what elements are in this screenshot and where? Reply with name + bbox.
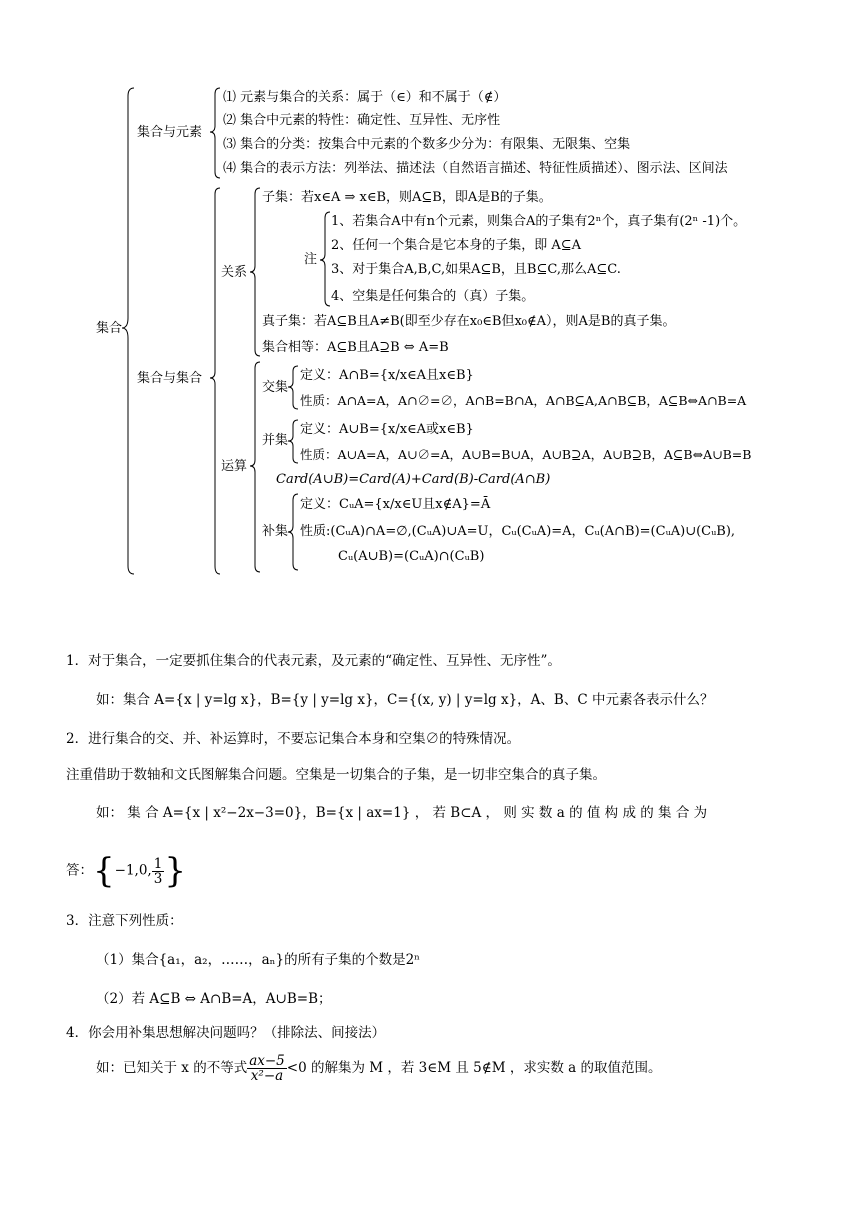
inequality-denominator: x²−a: [250, 1068, 284, 1084]
note-2-line-2: 注重借助于数轴和文氏图解集合问题。空集是一切集合的子集，是一切非空集合的真子集。: [66, 767, 606, 783]
complement-label: 补集: [262, 524, 289, 539]
note-2-example: 如： 集 合 A={x | x²−2x−3=0}，B={x | ax=1} ， 若 B⊂A ， 则 实 数 a 的 值 构 成 的 集 合 为: [96, 805, 708, 821]
union-brace: [288, 420, 298, 463]
element-item-1: ⑴ 元素与集合的关系：属于（∈）和不属于（∉）: [223, 90, 507, 105]
intersection-label: 交集: [262, 380, 289, 395]
note-item-4: 4、空集是任何集合的（真）子集。: [331, 289, 535, 304]
note-2: 2．进行集合的交、并、补运算时，不要忘记集合本身和空集∅的特殊情况。: [66, 731, 521, 747]
element-item-2: ⑵ 集合中元素的特性：确定性、互异性、无序性: [223, 113, 501, 128]
answer-prefix: 答：: [66, 862, 93, 879]
intersection-brace: [288, 366, 298, 409]
note-3-item-2: （2）若 A⊆B ⇔ A∩B=A，A∪B=B；: [96, 991, 332, 1007]
relation-brace: [250, 188, 260, 356]
subset-line: 子集：若x∈A ⇒ x∈B，则A⊆B，即A是B的子集。: [262, 190, 552, 205]
note-item-1: 1、若集合A中有n个元素，则集合A的子集有2ⁿ个，真子集有(2ⁿ -1)个。: [331, 214, 747, 229]
union-label: 并集: [262, 433, 289, 448]
complement-properties-2: Cᵤ(A∪B)=(CᵤA)∩(CᵤB): [338, 549, 485, 564]
complement-definition: 定义：CᵤA={x/x∈U且x∉A}=Ā: [300, 497, 491, 512]
note-brace: [320, 212, 330, 306]
answer-fraction: [152, 857, 165, 886]
note-item-3: 3、对于集合A,B,C,如果A⊆B，且B⊆C,那么A⊆C.: [331, 262, 621, 277]
proper-subset-line: 真子集：若A⊆B且A≠B(即至少存在x₀∈B但x₀∉A），则A是B的真子集。: [262, 314, 676, 329]
note-1-example: 如：集合 A={x | y=lg x}，B={y | y=lg x}，C={(x, y) | y=lg x}，A、B、C 中元素各表示什么？: [96, 692, 714, 708]
union-properties: 性质：A∪A=A，A∪∅=A，A∪B=B∪A，A∪B⊇A，A∪B⊇B，A⊆B⇔A∪B=B: [300, 447, 752, 462]
inequality-fraction: [247, 1054, 287, 1083]
note-4-example-prefix: 如：已知关于 x 的不等式: [96, 1060, 248, 1076]
b2-brace: [210, 188, 220, 574]
note-4-example-suffix: <0 的解集为 M ，若 3∈M 且 5∉M ，求实数 a 的取值范围。: [286, 1060, 662, 1076]
union-definition: 定义：A∪B={x/x∈A或x∈B}: [300, 422, 474, 437]
b1-brace: [210, 88, 220, 178]
note-4: 4．你会用补集思想解决问题吗？（排除法、间接法）: [66, 1025, 386, 1041]
intersection-properties: 性质：A∩A=A，A∩∅=∅，A∩B=B∩A，A∩B⊆A,A∩B⊆B，A⊆B⇔A∩B=A: [300, 393, 747, 408]
intersection-definition: 定义：A∩B={x/x∈A且x∈B}: [300, 368, 474, 383]
complement-properties-1: 性质:(CᵤA)∩A=∅,(CᵤA)∪A=U，Cᵤ(CᵤA)=A，Cᵤ(A∩B)=(CᵤA)∪(CᵤB),: [300, 524, 736, 539]
complement-brace: [288, 494, 298, 570]
root-brace: [122, 88, 134, 574]
answer-set-values: −1,0,: [114, 862, 152, 879]
branch-set-label: 集合与集合: [137, 371, 203, 386]
operation-label: 运算: [221, 459, 248, 474]
answer-denominator: 3: [153, 870, 163, 887]
answer-close-brace: }: [164, 851, 186, 891]
inequality-numerator: ax−5: [249, 1053, 285, 1069]
note-3-item-1: （1）集合{a₁，a₂，……，aₙ}的所有子集的个数是2ⁿ: [96, 952, 421, 968]
relation-label: 关系: [221, 265, 248, 280]
note-item-2: 2、任何一个集合是它本身的子集，即 A⊆A: [331, 238, 582, 253]
note-3: 3．注意下列性质：: [66, 913, 183, 929]
element-item-4: ⑷ 集合的表示方法：列举法、描述法（自然语言描述、特征性质描述）、图示法、区间法: [223, 161, 728, 176]
branch-element-label: 集合与元素: [137, 125, 203, 140]
note-2-answer: [66, 851, 186, 894]
answer-numerator: 1: [153, 855, 163, 872]
answer-open-brace: {: [93, 851, 115, 891]
operation-brace: [250, 362, 260, 572]
element-item-3: ⑶ 集合的分类：按集合中元素的个数多少分为：有限集、无限集、空集: [223, 137, 631, 152]
note-4-example: [96, 1054, 662, 1094]
cardinality-formula: Card(A∪B)=Card(A)+Card(B)-Card(A∩B): [276, 472, 551, 487]
note-1: 1．对于集合，一定要抓住集合的代表元素，及元素的“确定性、互异性、无序性”。: [66, 653, 561, 669]
tree-root-label: 集合: [96, 321, 123, 336]
set-equal-line: 集合相等：A⊆B且A⊇B ⇔ A=B: [262, 340, 449, 355]
note-label: 注: [304, 252, 318, 267]
